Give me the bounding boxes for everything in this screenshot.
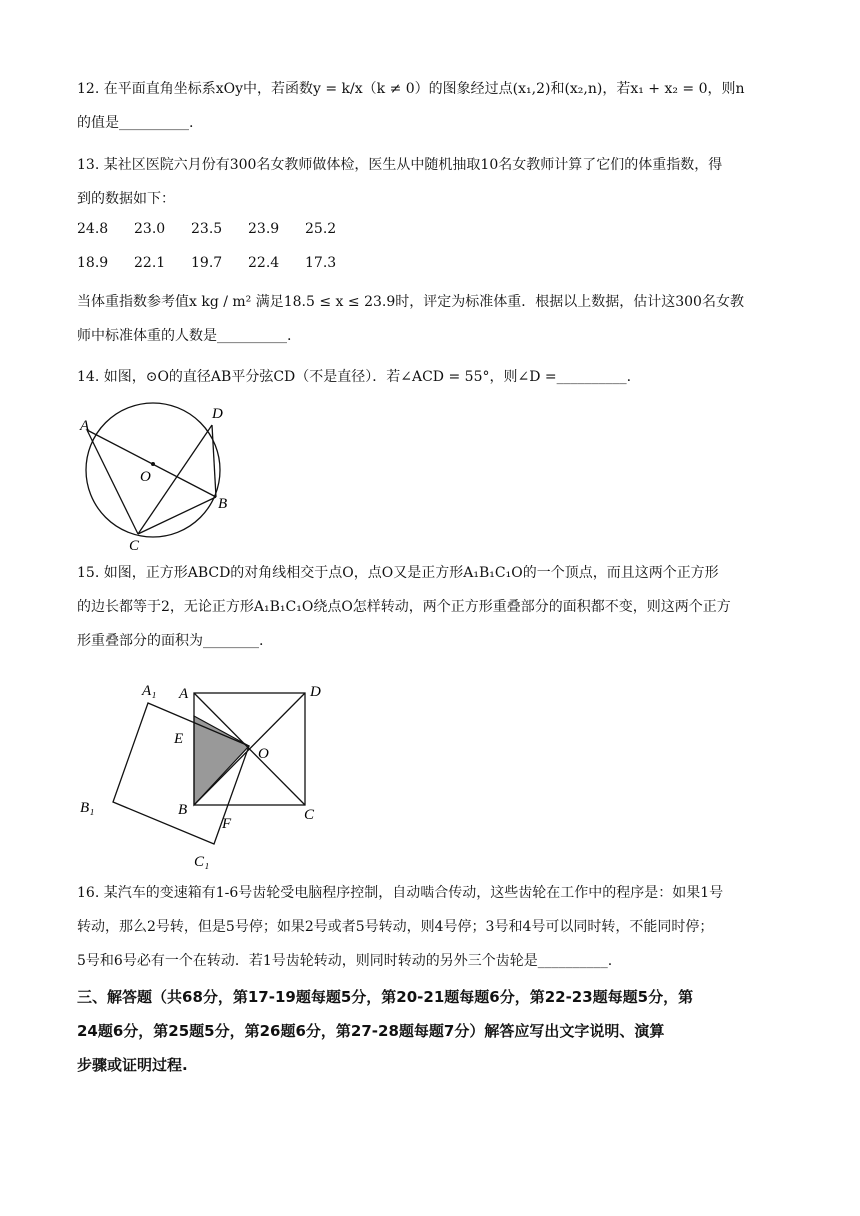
label-f: F	[222, 816, 232, 832]
label-a1: A₁	[142, 683, 157, 699]
q16-line1: 16. 某汽车的变速箱有1-6号齿轮受电脑程序控制，自动啮合传动，这些齿轮在工作中的程序是：如果1号	[77, 885, 724, 901]
segment-ac	[87, 430, 138, 534]
label-d: D	[310, 684, 321, 700]
label-o: O	[258, 746, 269, 762]
q13-data-row-2	[77, 255, 362, 271]
q13-line4: 师中标准体重的人数是__________.	[77, 328, 292, 344]
section-3-line3: 步骤或证明过程.	[77, 1056, 188, 1074]
label-a: A	[179, 686, 189, 702]
q13-data-row-1	[77, 221, 362, 237]
center-point	[151, 462, 155, 466]
q16-text	[77, 876, 783, 978]
data-value: 19.7	[191, 255, 223, 271]
label-b: B	[218, 496, 228, 512]
q13-text	[77, 148, 783, 216]
data-value: 18.9	[77, 255, 109, 271]
q16-line3: 5号和6号必有一个在转动．若1号齿轮转动，则同时转动的另外三个齿轮是__________.	[77, 953, 613, 969]
q12-line1: 12. 在平面直角坐标系xOy中，若函数y = k/x（k ≠ 0）的图象经过点(x₁,2)和(x₂,n)，若x₁ + x₂ = 0，则n	[77, 81, 745, 97]
data-value: 22.1	[134, 255, 166, 271]
label-c: C	[304, 807, 315, 823]
q14-text: 14. 如图，⊙O的直径AB平分弦CD（不是直径）．若∠ACD = 55°，则∠D =__________.	[77, 369, 632, 385]
label-o: O	[140, 469, 151, 485]
label-b: B	[178, 802, 188, 818]
q15-text	[77, 556, 783, 658]
label-c1: C₁	[194, 854, 210, 870]
q13-text-2	[77, 285, 783, 353]
data-value: 23.0	[134, 221, 166, 237]
data-value: 24.8	[77, 221, 109, 237]
q15-squares-figure	[76, 676, 346, 876]
q12-text	[77, 72, 783, 140]
label-d: D	[212, 406, 223, 422]
section-3-line2: 24题6分，第25题5分，第26题6分，第27-28题每题7分）解答应写出文字说明、演算	[77, 1022, 665, 1040]
label-a: A	[80, 418, 90, 434]
q12-line2: 的值是__________.	[77, 115, 194, 131]
data-value: 23.5	[191, 221, 223, 237]
segment-cb	[138, 497, 216, 534]
label-c: C	[129, 538, 140, 552]
q13-line3: 当体重指数参考值x kg / m² 满足18.5 ≤ x ≤ 23.9时，评定为标准体重．根据以上数据，估计这300名女教	[77, 294, 744, 310]
q15-line3: 形重叠部分的面积为________.	[77, 633, 264, 649]
q14-circle-figure	[76, 402, 236, 552]
section-3-heading	[77, 980, 789, 1082]
data-value: 25.2	[305, 221, 337, 237]
overlap-region	[194, 716, 249, 805]
label-e: E	[174, 731, 184, 747]
data-value: 23.9	[248, 221, 280, 237]
data-value: 17.3	[305, 255, 337, 271]
q13-line2: 到的数据如下：	[77, 191, 175, 207]
segment-db	[212, 425, 216, 497]
q16-line2: 转动，那么2号转，但是5号停；如果2号或者5号转动，则4号停；3号和4号可以同时转，不能同时停；	[77, 919, 714, 935]
label-b1: B₁	[80, 800, 95, 816]
section-3-line1: 三、解答题（共68分，第17-19题每题5分，第20-21题每题6分，第22-23题每题5分，第	[77, 988, 694, 1006]
q15-line1: 15. 如图，正方形ABCD的对角线相交于点O，点O又是正方形A₁B₁C₁O的一个顶点，而且这两个正方形	[77, 565, 719, 581]
q13-line1: 13. 某社区医院六月份有300名女教师做体检，医生从中随机抽取10名女教师计算了它们的体重指数，得	[77, 157, 723, 173]
q15-line2: 的边长都等于2，无论正方形A₁B₁C₁O绕点O怎样转动，两个正方形重叠部分的面积都不变，则这两个正方	[77, 599, 731, 615]
data-value: 22.4	[248, 255, 280, 271]
